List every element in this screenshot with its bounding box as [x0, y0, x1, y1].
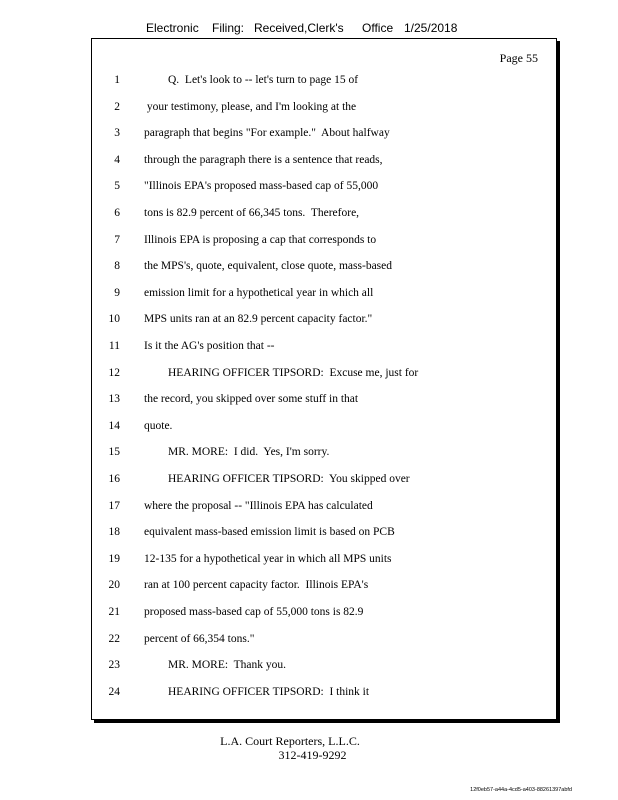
- transcript-line: [92, 443, 556, 461]
- transcript-line: [92, 71, 556, 89]
- line-text: tons is 82.9 percent of 66,345 tons. Therefore,: [144, 207, 360, 219]
- line-text: HEARING OFFICER TIPSORD: Excuse me, just for: [168, 366, 419, 379]
- filing-header: [0, 21, 618, 37]
- transcript-line: [92, 204, 556, 222]
- line-number: 5: [114, 180, 120, 193]
- line-number: 6: [114, 207, 120, 219]
- line-number: 1: [114, 74, 120, 86]
- transcript-line: [92, 603, 556, 621]
- line-text: HEARING OFFICER TIPSORD: You skipped over: [168, 473, 410, 485]
- line-text: percent of 66,354 tons.": [144, 632, 255, 645]
- line-number: 11: [108, 340, 120, 352]
- transcript-line: [92, 417, 556, 435]
- line-number: 15: [108, 446, 120, 459]
- line-number: 18: [108, 526, 120, 539]
- header-received: Received,Clerk's: [254, 21, 344, 35]
- line-number: 7: [114, 233, 120, 246]
- line-number: 10: [108, 313, 120, 326]
- transcript-line: [92, 310, 556, 328]
- header-office: Office: [362, 21, 394, 35]
- transcript-line: [92, 497, 556, 515]
- transcript-line: [92, 257, 556, 275]
- transcript-line: [92, 98, 556, 116]
- line-number: 13: [108, 393, 120, 406]
- reporter-company: L.A. Court Reporters, L.L.C.: [220, 734, 360, 748]
- line-text: 12-135 for a hypothetical year in which all MPS units: [144, 552, 392, 565]
- transcript-line: [92, 284, 556, 302]
- transcript-line: [92, 177, 556, 195]
- line-number: 9: [114, 286, 120, 299]
- line-text: Is it the AG's position that --: [144, 340, 275, 352]
- transcript-line: [92, 656, 556, 674]
- transcript-page: [91, 38, 557, 720]
- line-text: the MPS's, quote, equivalent, close quote, mass-based: [144, 260, 393, 273]
- line-text: where the proposal -- "Illinois EPA has calculated: [144, 499, 373, 512]
- line-number: 22: [108, 632, 120, 645]
- line-number: 19: [108, 552, 120, 565]
- line-text: ran at 100 percent capacity factor. Illinois EPA's: [144, 579, 369, 592]
- line-number: 24: [108, 685, 120, 698]
- line-text: proposed mass-based cap of 55,000 tons is 82.9: [144, 606, 364, 618]
- transcript-line: [92, 470, 556, 488]
- line-text: HEARING OFFICER TIPSORD: I think it: [168, 685, 370, 698]
- transcript-line: [92, 151, 556, 169]
- transcript-line: [92, 683, 556, 701]
- transcript-line: [92, 124, 556, 142]
- line-number: 20: [108, 579, 120, 592]
- line-number: 14: [108, 419, 120, 432]
- transcript-line: [92, 523, 556, 541]
- line-text: paragraph that begins "For example." About halfway: [144, 127, 390, 140]
- line-number: 4: [114, 153, 120, 166]
- line-text: through the paragraph there is a sentence that reads,: [144, 153, 383, 166]
- line-number: 12: [108, 366, 120, 379]
- line-text: the record, you skipped over some stuff in that: [144, 393, 359, 406]
- line-number: 21: [108, 606, 120, 618]
- line-text: Illinois EPA is proposing a cap that corresponds to: [144, 233, 377, 246]
- transcript-line: [92, 337, 556, 355]
- document-id: 12f0eb57-a44a-4cd5-a403-88261397abfd: [470, 787, 572, 793]
- line-text: equivalent mass-based emission limit is based on PCB: [144, 526, 395, 539]
- transcript-line: [92, 231, 556, 249]
- line-number: 16: [108, 473, 120, 485]
- line-text: quote.: [144, 419, 173, 432]
- line-number: 23: [108, 659, 120, 672]
- line-text: MR. MORE: Thank you.: [168, 659, 286, 672]
- line-text: your testimony, please, and I'm looking at the: [144, 100, 357, 113]
- header-date: 1/25/2018: [404, 21, 458, 35]
- line-text: MR. MORE: I did. Yes, I'm sorry.: [168, 446, 330, 459]
- line-number: 2: [114, 100, 120, 113]
- transcript-line: [92, 550, 556, 568]
- line-text: emission limit for a hypothetical year in which all: [144, 286, 374, 299]
- line-number: 3: [114, 127, 120, 140]
- page-number: Page 55: [499, 51, 538, 65]
- line-text: MPS units ran at an 82.9 percent capacity factor.": [144, 313, 373, 326]
- header-filing: Filing:: [212, 21, 245, 35]
- line-number: 8: [114, 260, 120, 273]
- line-text: "Illinois EPA's proposed mass-based cap of 55,000: [144, 180, 379, 193]
- transcript-line: [92, 390, 556, 408]
- transcript-line: [92, 364, 556, 382]
- line-text: Q. Let's look to -- let's turn to page 15 of: [168, 74, 359, 86]
- transcript-line: [92, 576, 556, 594]
- header-electronic: Electronic: [146, 21, 199, 35]
- transcript-line: [92, 630, 556, 648]
- reporter-phone: 312-419-9292: [278, 748, 347, 762]
- line-number: 17: [108, 499, 120, 512]
